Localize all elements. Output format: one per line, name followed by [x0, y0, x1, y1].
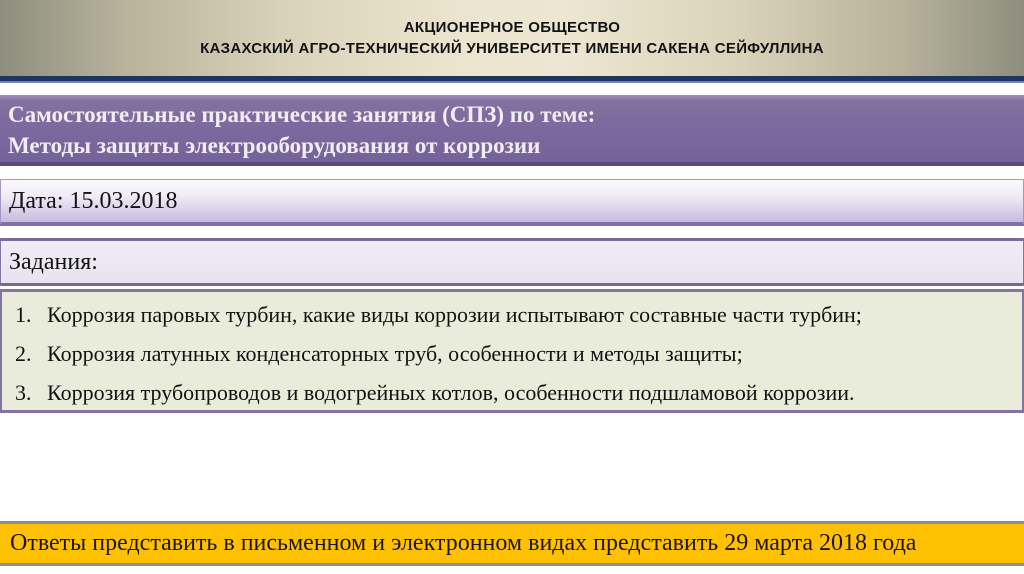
task-number: 1.	[15, 301, 32, 327]
task-number: 3.	[15, 379, 32, 405]
date-label: Дата: 15.03.2018	[9, 187, 178, 214]
header-university-name: КАЗАХСКИЙ АГРО-ТЕХНИЧЕСКИЙ УНИВЕРСИТЕТ ИМЕНИ САКЕНА СЕЙФУЛЛИНА	[200, 40, 824, 57]
task-text: Коррозия паровых турбин, какие виды коррозии испытывают составные части турбин;	[47, 301, 862, 327]
header-band	[0, 0, 1024, 76]
header-org-name: АКЦИОНЕРНОЕ ОБЩЕСТВО	[403, 19, 621, 36]
footer-text: Ответы представить в письменном и электронном видах представить 29 марта 2018 года	[10, 530, 917, 556]
task-item-1	[2, 295, 1022, 334]
task-item-2	[2, 334, 1022, 373]
task-number: 2.	[15, 340, 32, 366]
task-item-3	[2, 373, 1022, 412]
header-divider-blue	[0, 81, 1024, 83]
tasks-header-row	[0, 238, 1024, 286]
task-text: Коррозия трубопроводов и водогрейных котлов, особенности подшламовой коррозии.	[47, 379, 855, 405]
footer-banner	[0, 521, 1024, 566]
title-line-1: Самостоятельные практические занятия (СПЗ) по теме:	[8, 102, 596, 127]
tasks-label: Задания:	[9, 248, 98, 275]
task-text: Коррозия латунных конденсаторных труб, особенности и методы защиты;	[47, 340, 743, 366]
task-list	[0, 289, 1024, 413]
title-banner	[0, 95, 1024, 166]
title-line-2: Методы защиты электрооборудования от коррозии	[8, 133, 541, 158]
date-row	[0, 179, 1024, 226]
